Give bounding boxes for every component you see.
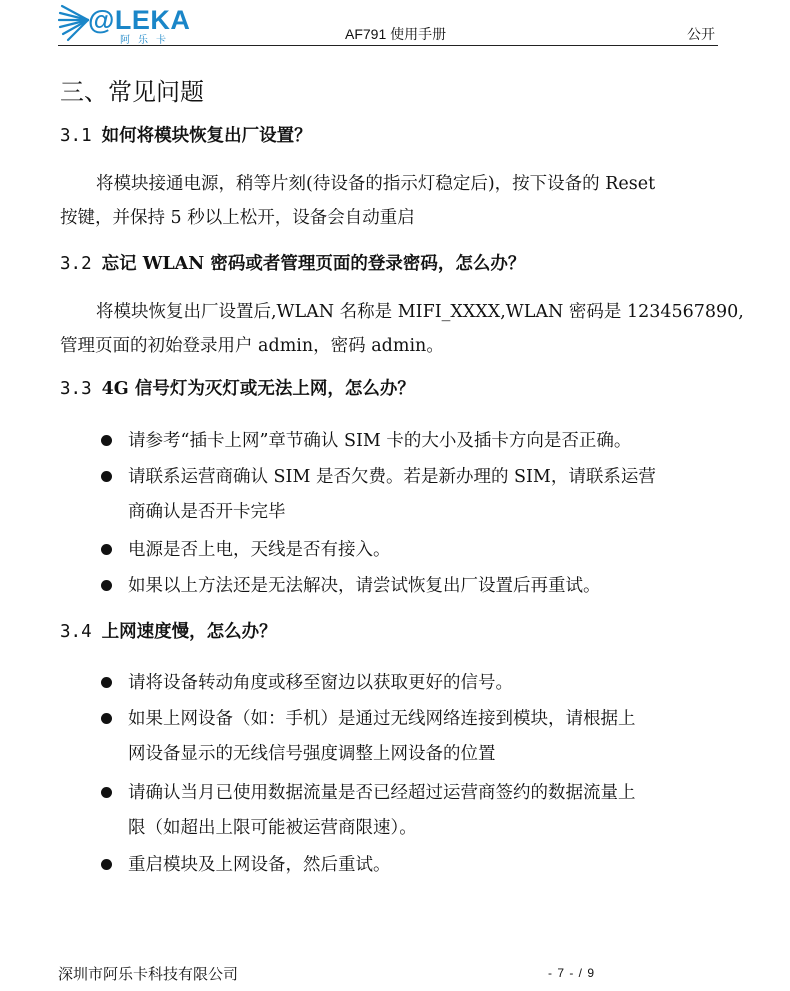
company-logo (58, 2, 198, 44)
logo-subtext: 阿乐卡 (120, 35, 174, 46)
bullet-icon (101, 471, 112, 482)
list-item-text: 网设备显示的无线信号强度调整上网设备的位置 (128, 744, 496, 764)
footer-company: 深圳市阿乐卡科技有限公司 (58, 965, 239, 983)
page-number: - 7 - / 9 (548, 966, 596, 980)
classification-label: 公开 (687, 26, 715, 42)
faq-number: 3.1 (60, 126, 92, 146)
faq-heading-3-3 (60, 375, 415, 400)
answer-line: 将模块恢复出厂设置后,WLAN 名称是 MIFI_XXXX,WLAN 密码是 1234567890, (96, 302, 744, 322)
list-item-text: 请联系运营商确认 SIM 是否欠费。若是新办理的 SIM，请联系运营 (128, 467, 656, 487)
list-item-text: 如果上网设备（如：手机）是通过无线网络连接到模块，请根据上 (128, 709, 636, 729)
faq-number: 3.3 (60, 379, 92, 399)
faq-heading-3-2 (60, 250, 525, 275)
answer-line: 按键，并保持 5 秒以上松开，设备会自动重启 (60, 208, 415, 228)
bullet-icon (101, 580, 112, 591)
faq-question: 如何将模块恢复出厂设置？ (101, 126, 312, 146)
faq-number: 3.2 (60, 254, 92, 274)
list-item-text: 请将设备转动角度或移至窗边以获取更好的信号。 (128, 673, 513, 693)
section-title: 三、常见问题 (60, 78, 204, 106)
faq-question: 4G 信号灯为灭灯或无法上网，怎么办？ (101, 379, 415, 399)
faq-question: 忘记 WLAN 密码或者管理页面的登录密码，怎么办？ (101, 254, 526, 274)
list-item-text: 电源是否上电，天线是否有接入。 (128, 540, 391, 560)
list-item-text: 请确认当月已使用数据流量是否已经超过运营商签约的数据流量上 (128, 783, 636, 803)
bullet-icon (101, 713, 112, 724)
list-item-text: 如果以上方法还是无法解决，请尝试恢复出厂设置后再重试。 (128, 576, 601, 596)
faq-heading-3-1 (60, 122, 312, 147)
list-item-text: 请参考“插卡上网”章节确认 SIM 卡的大小及插卡方向是否正确。 (128, 431, 632, 451)
bullet-icon (101, 677, 112, 688)
bullet-icon (101, 859, 112, 870)
faq-question: 上网速度慢，怎么办？ (101, 622, 277, 642)
answer-line: 将模块接通电源，稍等片刻(待设备的指示灯稳定后)，按下设备的 Reset (96, 174, 656, 194)
list-item-text: 限（如超出上限可能被运营商限速）。 (128, 818, 417, 838)
faq-number: 3.4 (60, 622, 92, 642)
faq-answer-3-2 (60, 295, 744, 363)
faq-answer-3-1 (60, 167, 730, 235)
document-title: AF791 使用手册 (345, 26, 447, 42)
bullet-icon (101, 435, 112, 446)
bullet-icon (101, 787, 112, 798)
logo-rays-icon (58, 2, 92, 42)
header-divider (58, 45, 718, 46)
bullet-icon (101, 544, 112, 555)
faq-heading-3-4 (60, 618, 277, 643)
answer-line: 管理页面的初始登录用户 admin，密码 admin。 (60, 336, 444, 356)
list-item-text: 商确认是否开卡完毕 (128, 502, 286, 522)
list-item-text: 重启模块及上网设备，然后重试。 (128, 855, 391, 875)
logo-text: @LEKA (88, 5, 191, 35)
